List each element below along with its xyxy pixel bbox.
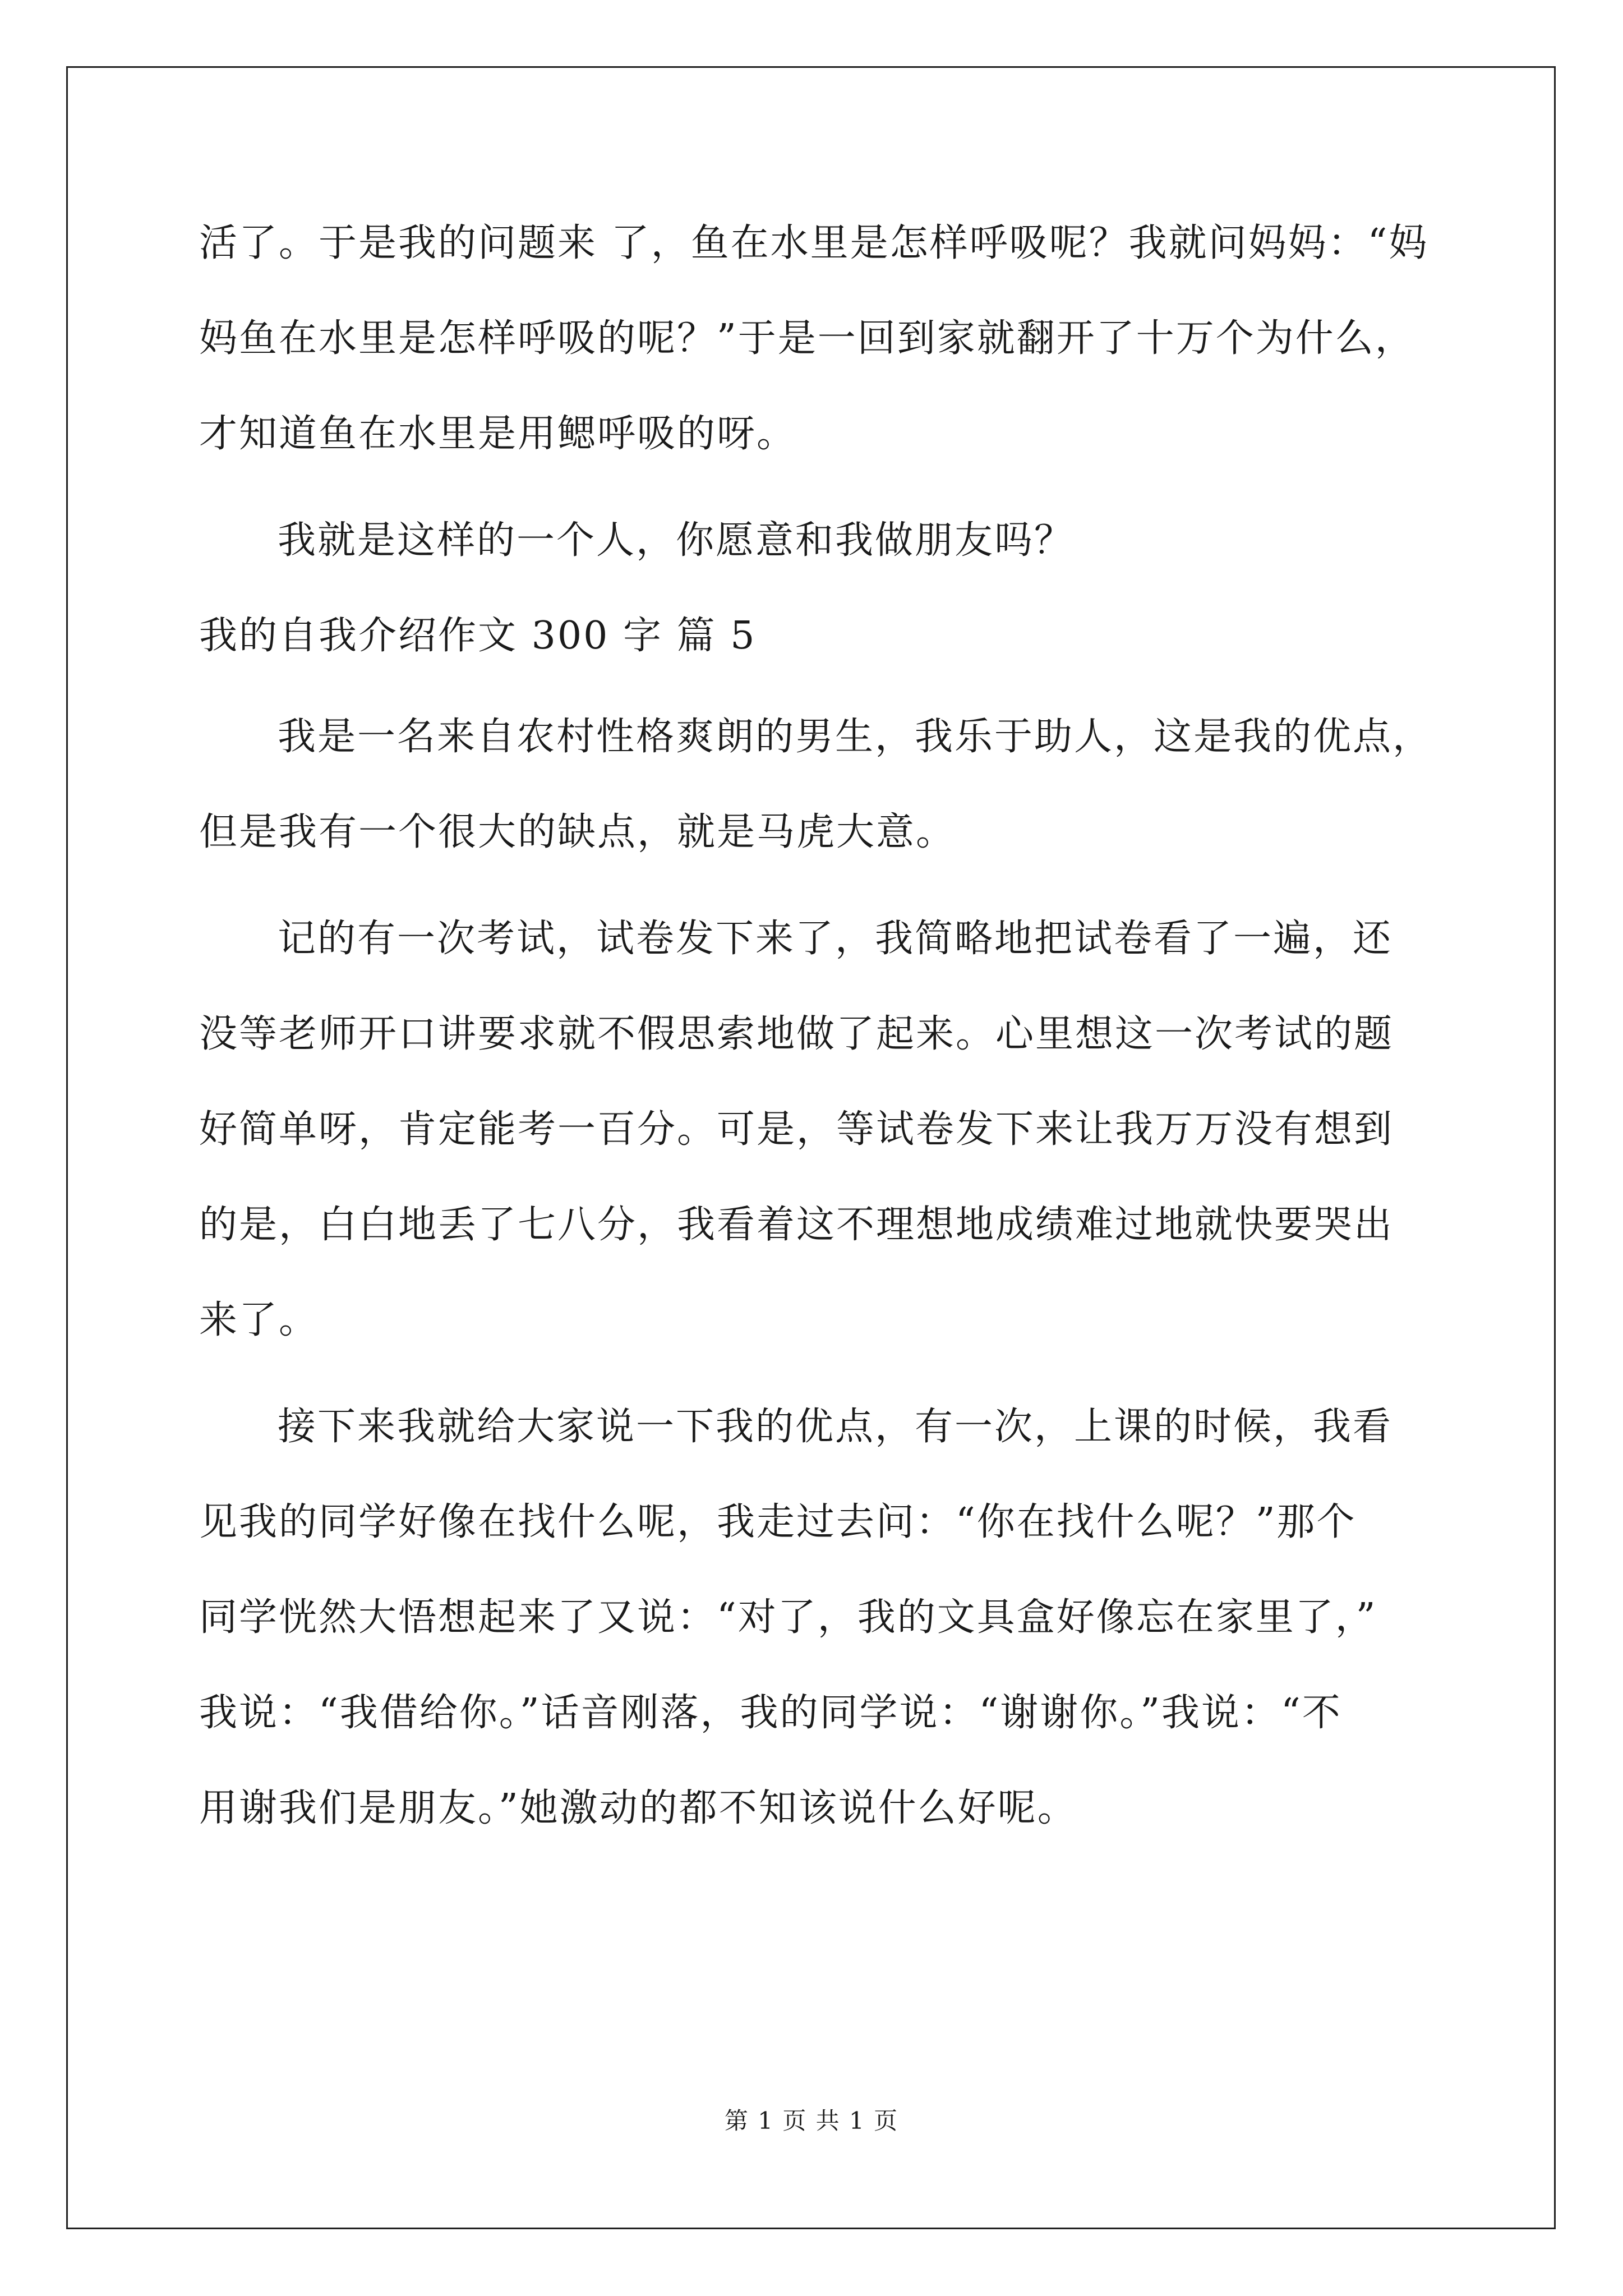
text-line: 我就是这样的一个人，你愿意和我做朋友吗？ <box>278 518 1075 563</box>
text-line: 同学恍然大悟想起来了又说：“对了，我的文具盒好像忘在家里了，” <box>199 1595 1377 1640</box>
text-line: 的是，白白地丢了七八分，我看着这不理想地成绩难过地就快要哭出 <box>199 1203 1394 1247</box>
text-line: 才知道鱼在水里是用鳃呼吸的呀。 <box>199 412 797 456</box>
text-line: 用谢我们是朋友。”她激动的都不知该说什么好呢。 <box>199 1786 1077 1830</box>
text-line: 妈鱼在水里是怎样呼吸的呢？”于是一回到家就翻开了十万个为什么， <box>199 316 1415 361</box>
text-line: 但是我有一个很大的缺点，就是马虎大意。 <box>199 810 956 854</box>
text-line: 我是一名来自农村性格爽朗的男生，我乐于助人，这是我的优点， <box>278 715 1433 759</box>
page-footer: 第 1 页 共 1 页 <box>724 2107 899 2134</box>
text-line: 好简单呀，肯定能考一百分。可是，等试卷发下来让我万万没有想到 <box>199 1107 1394 1152</box>
text-line: 记的有一次考试，试卷发下来了，我简略地把试卷看了一遍，还 <box>278 917 1393 961</box>
text-line: 没等老师开口讲要求就不假思索地做了起来。心里想这一次考试的题 <box>199 1012 1394 1056</box>
section-heading: 我的自我介绍作文 300 字 篇 5 <box>199 614 757 658</box>
text-line: 来了。 <box>199 1298 319 1342</box>
text-line: 我说：“我借给你。”话音刚落，我的同学说：“谢谢你。”我说：“不 <box>199 1691 1342 1735</box>
text-line: 活了。于是我的问题来 了，鱼在水里是怎样呼吸呢？我就问妈妈：“妈 <box>199 221 1429 265</box>
text-line: 见我的同学好像在找什么呢，我走过去问：“你在找什么呢？”那个 <box>199 1500 1357 1544</box>
document-body <box>199 217 1433 1835</box>
text-line: 接下来我就给大家说一下我的优点，有一次，上课的时候，我看 <box>278 1405 1393 1449</box>
